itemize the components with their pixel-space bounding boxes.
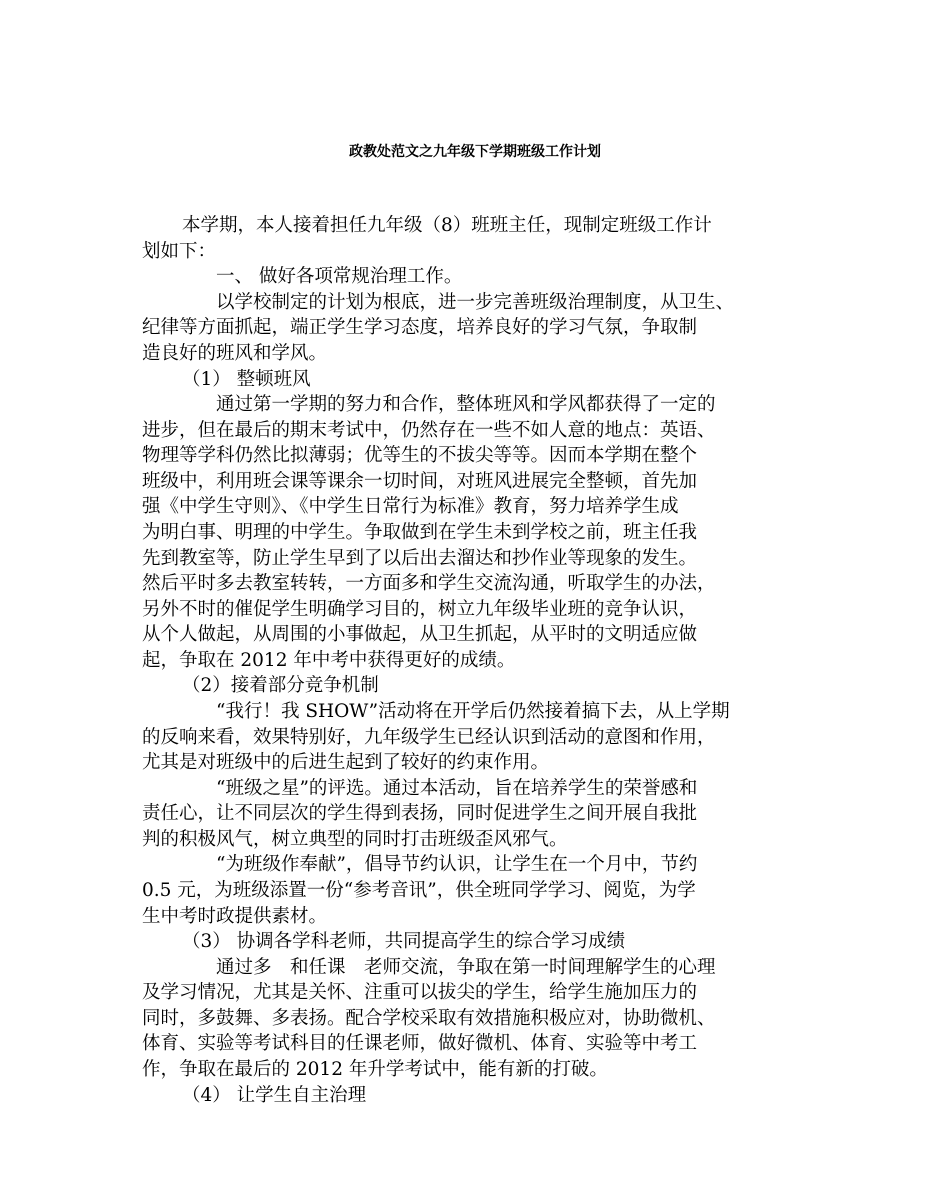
paragraph-line: 纪律等方面抓起，端正学生学习态度，培养良好的学习气氛，争取制 — [142, 317, 698, 338]
paragraph-line: 体育、实验等考试科目的任课老师，做好微机、体育、实验等中考工 — [142, 1033, 698, 1054]
section-heading: 一、 做好各项常规治理工作。 — [216, 266, 463, 287]
paragraph-line: 尤其是对班级中的后进生起到了较好的约束作用。 — [142, 752, 550, 773]
paragraph-line: 通过多 和任课 老师交流，争取在第一时间理解学生的心理 — [216, 957, 716, 978]
paragraph-line: 及学习情况，尤其是关怀、注重可以拔尖的学生，给学生施加压力的 — [142, 982, 698, 1003]
paragraph-line: 判的积极风气，树立典型的同时打击班级歪风邪气。 — [142, 829, 568, 850]
paragraph-line: “我行！我 SHOW”活动将在开学后仍然接着搞下去，从上学期 — [216, 701, 730, 722]
document-title: 政教处范文之九年级下学期班级工作计划 — [349, 144, 601, 160]
paragraph-line: “班级之星”的评选。通过本活动，旨在培养学生的荣誉感和 — [216, 778, 698, 799]
paragraph-line: 责任心，让不同层次的学生得到表扬，同时促进学生之间开展自我批 — [142, 803, 698, 824]
paragraph-line: 通过第一学期的努力和合作，整体班风和学风都获得了一定的 — [216, 394, 716, 415]
paragraph-line: 起，争取在 2012 年中考中获得更好的成绩。 — [142, 650, 516, 671]
paragraph-line: 同时，多鼓舞、多表扬。配合学校采取有效措施积极应对，协助微机、 — [142, 1008, 716, 1029]
paragraph-line: 物理等学科仍然比拟薄弱；优等生的不拔尖等等。因而本学期在整个 — [142, 445, 698, 466]
paragraph-line: 强《中学生守则》、《中学生日常行为标准》教育，努力培养学生成 — [142, 496, 679, 517]
subsection-heading: （3） 协调各学科老师，共同提高学生的综合学习成绩 — [182, 931, 626, 952]
paragraph-line: 0.5 元，为班级添置一份“参考音讯”，供全班同学学习、阅览，为学 — [142, 880, 696, 901]
paragraph-line: 作，争取在最后的 2012 年升学考试中，能有新的打破。 — [142, 1059, 608, 1080]
paragraph-line: 另外不时的催促学生明确学习目的，树立九年级毕业班的竞争认识， — [142, 599, 698, 620]
paragraph-line: 先到教室等，防止学生早到了以后出去溜达和抄作业等现象的发生。 — [142, 548, 698, 569]
subsection-heading: （2）接着部分竞争机制 — [182, 675, 379, 696]
paragraph-line: 本学期，本人接着担任九年级（8）班班主任，现制定班级工作计 — [182, 215, 712, 236]
paragraph-line: “为班级作奉献”，倡导节约认识，让学生在一个月中，节约 — [216, 854, 698, 875]
subsection-heading: （4） 让学生自主治理 — [182, 1085, 367, 1106]
paragraph-line: 的反响来看，效果特别好，九年级学生已经认识到活动的意图和作用， — [142, 727, 716, 748]
subsection-heading: （1） 整顿班风 — [182, 369, 311, 390]
paragraph-line: 造良好的班风和学风。 — [142, 343, 328, 364]
paragraph-line: 划如下： — [142, 241, 217, 262]
paragraph-line: 生中考时政提供素材。 — [142, 906, 328, 927]
paragraph-line: 班级中，利用班会课等课余一切时间，对班风进展完全整顿，首先加 — [142, 471, 698, 492]
paragraph-line: 从个人做起，从周围的小事做起，从卫生抓起，从平时的文明适应做 — [142, 624, 698, 645]
paragraph-line: 然后平时多去教室转转，一方面多和学生交流沟通，听取学生的办法， — [142, 573, 716, 594]
paragraph-line: 为明白事、明理的中学生。争取做到在学生未到学校之前，班主任我 — [142, 522, 698, 543]
paragraph-line: 以学校制定的计划为根底，进一步完善班级治理制度，从卫生、 — [216, 292, 735, 313]
paragraph-line: 进步，但在最后的期末考试中，仍然存在一些不如人意的地点：英语、 — [142, 420, 716, 441]
